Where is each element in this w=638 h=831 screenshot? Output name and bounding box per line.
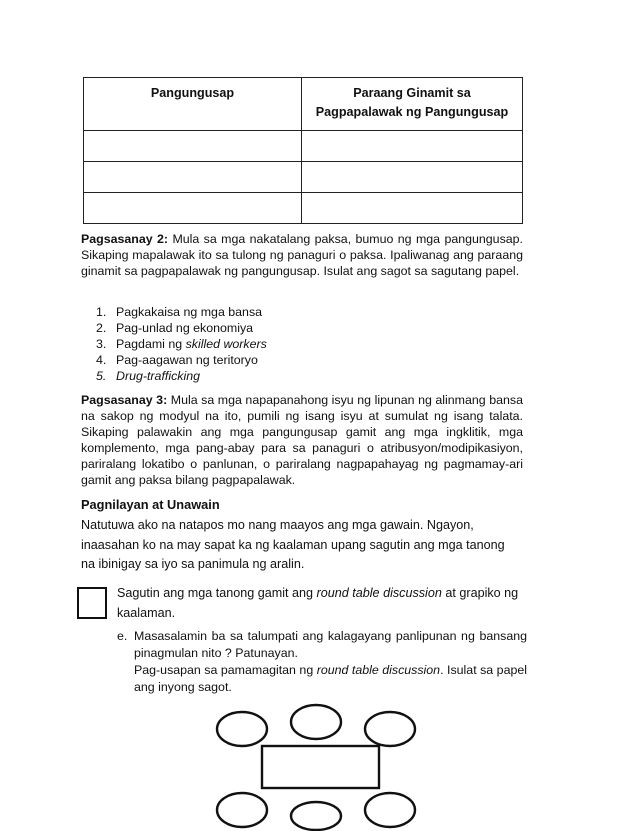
list-item — [96, 352, 396, 368]
question-line-2-after: . Isulat sa papel ang inyong sagot. — [134, 663, 528, 694]
list-item-number: 1. — [96, 305, 107, 319]
pagnilayan-heading: Pagnilayan at Unawain — [81, 497, 220, 512]
table-rectangle — [262, 746, 379, 788]
list-item-text: Pag-aagawan ng teritoryo — [116, 353, 258, 367]
instruction-after: at grapiko ng kaalaman. — [117, 586, 519, 620]
pagsasanay-2-paragraph — [81, 231, 523, 279]
pagsasanay-3 — [81, 392, 523, 488]
question-e — [117, 628, 527, 696]
intro-line: Natutuwa ako na natapos mo nang maayos ang mga gawain. Ngayon, — [81, 518, 474, 532]
table-row — [84, 193, 523, 224]
list-item-italic: skilled workers — [185, 337, 267, 351]
seat-ellipse-top-center — [291, 705, 341, 739]
seat-ellipse-top-right — [365, 712, 415, 746]
list-item-number: 5. — [96, 369, 107, 383]
pagsasanay-2 — [81, 231, 523, 279]
question-line-2-italic: round table discussion — [316, 663, 441, 677]
list-item-text: Pag-unlad ng ekonomiya — [116, 321, 254, 335]
pagsasanay-3-text: Mula sa mga napapanahong isyu ng lipunan ng alinmang bansa na sakop ng modyul na ito, pumili ng isang isyu at sumulat ng isang talata. Sikaping palawakin ang mga pangungusap gamit ang mga ingklitik, mga komplemento, mga pang-abay para sa panaguri o atribusyon/modipikasiyon, pariralang lokatibo o panlunan, o pariralang nagpapahayag ng pagmamay-ari gamit ang paksa bilang pagpapalawak. — [81, 393, 523, 487]
table-row — [84, 131, 523, 162]
table-header-line-2: Pagpapalawak ng Pangungusap — [315, 105, 509, 119]
seat-ellipse-bottom-right — [365, 793, 415, 827]
question-line-2-before: Pag-usapan sa pamamagitan ng — [134, 663, 317, 677]
table-header-pangungusap: Pangungusap — [84, 78, 302, 131]
question-line-1: Masasalamin ba sa talumpati ang kalagayang panlipunan ng bansang pinagmulan nito ? Patunayan. — [134, 629, 527, 660]
table-cell[interactable] — [84, 193, 302, 224]
list-item-number: 2. — [96, 321, 107, 335]
intro-line: inaasahan ko na may sapat ka ng kaalaman upang sagutin ang mga tanong — [81, 537, 505, 552]
topic-list — [96, 304, 396, 384]
instruction-text — [117, 583, 527, 623]
seat-ellipse-top-left — [217, 712, 267, 746]
list-item-text: Pagkakaisa ng mga bansa — [116, 305, 263, 319]
table-cell[interactable] — [84, 131, 302, 162]
pagsasanay-3-paragraph — [81, 392, 523, 488]
seat-ellipse-bottom-left — [217, 793, 267, 827]
table-header-line-1: Paraang Ginamit sa — [353, 86, 471, 100]
round-table-diagram — [200, 700, 440, 831]
table-cell[interactable] — [302, 193, 523, 224]
list-item-number: 3. — [96, 337, 107, 351]
intro-line: na ibinigay sa iyo sa panimula ng aralin. — [81, 557, 305, 571]
pagsasanay-3-label: Pagsasanay 3: — [81, 393, 168, 407]
instruction-italic: round table discussion — [316, 586, 442, 600]
question-letter: e. — [117, 629, 128, 643]
question-body — [134, 628, 527, 696]
list-item — [96, 304, 396, 320]
list-item — [96, 368, 396, 384]
pagsasanay-2-label: Pagsasanay 2: — [81, 232, 169, 246]
table-row — [84, 162, 523, 193]
list-item-italic: Drug-trafficking — [116, 369, 201, 383]
table-header-paraang-ginamit — [302, 78, 523, 131]
seat-ellipse-bottom-center — [291, 802, 341, 830]
checkbox-square[interactable] — [77, 587, 107, 619]
list-item-number: 4. — [96, 353, 107, 367]
instruction-before: Sagutin ang mga tanong gamit ang — [117, 586, 317, 600]
table-cell[interactable] — [84, 162, 302, 193]
list-item-text: Pagdami ng — [116, 337, 186, 351]
list-item — [96, 336, 396, 352]
table-cell[interactable] — [302, 131, 523, 162]
table-header-row — [84, 78, 523, 131]
answer-table — [83, 77, 523, 224]
table-cell[interactable] — [302, 162, 523, 193]
pagnilayan-intro — [81, 516, 531, 575]
pagsasanay-2-text: Mula sa mga nakatalang paksa, bumuo ng mga pangungusap. Sikaping mapalawak ito sa tulong ng panaguri o paksa. Ipaliwanag ang paraang ginamit sa pagpapalawak ng pangungusap. Isulat ang sagot sa sagutang papel. — [81, 232, 523, 278]
list-item — [96, 320, 396, 336]
